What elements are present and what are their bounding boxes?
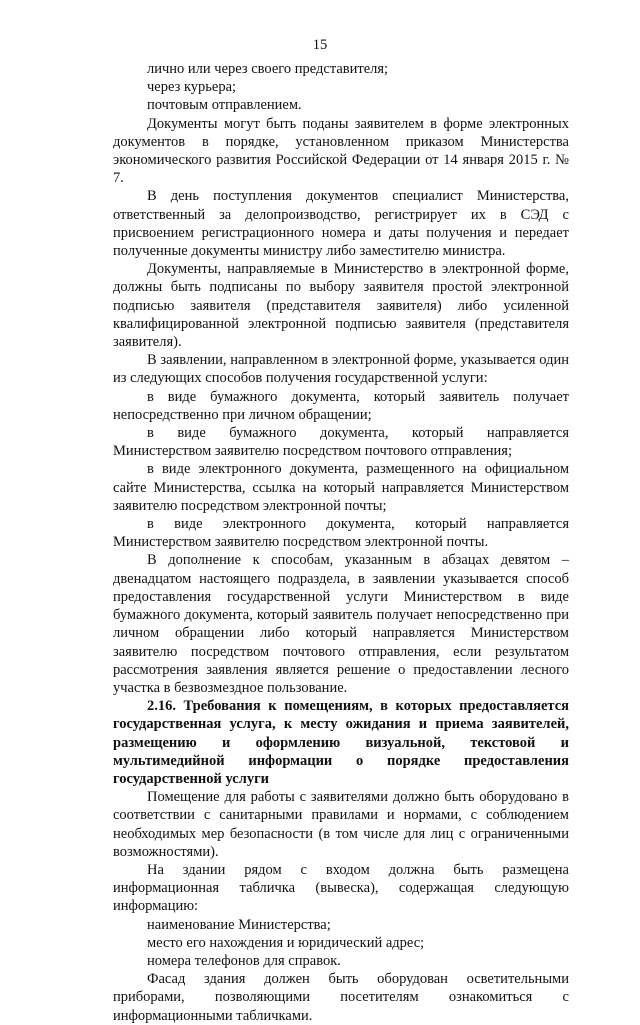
document-body — [113, 60, 569, 1025]
paragraph-1: лично или через своего представителя; — [147, 61, 389, 77]
paragraph-3: почтовым отправлением. — [147, 97, 302, 114]
paragraph-12: В дополнение к способам, указанным в абзацах девятом – двенадцатом настоящего подраздела, в заявлении указывается способ предоставления государственной услуги Министерством в виде бумажного документа, который заявитель получает непосредственно при личном обращении либо который направляется Министерством заявителю посредством почтового отправления, если результатом рассмотрения заявления является решение о предоставлении лесного участка в безвозмездное пользование. — [113, 552, 569, 696]
paragraph-16: наименование Министерства; — [147, 916, 331, 933]
paragraph-8: в виде бумажного документа, который заявитель получает непосредственно при личном обращении; — [113, 388, 569, 423]
paragraph-7: В заявлении, направленном в электронной форме, указывается один из следующих способов получения государственной услуги: — [113, 352, 569, 387]
section-heading: 2.16. Требования к помещениям, в которых предоставляется государственная услуга, к месту ожидания и приема заявителей, размещению и оформлению визуальной, текстовой и мультимедийной информации о порядке предоставления государственной услуги — [113, 698, 569, 787]
paragraph-11: в виде электронного документа, который направляется Министерством заявителю посредством электронной почты. — [113, 516, 569, 551]
paragraph-10: в виде электронного документа, размещенного на официальном сайте Министерства, ссылка на который направляется Министерством заявителю посредством электронной почты; — [113, 461, 569, 514]
paragraph-19: Фасад здания должен быть оборудован осветительными приборами, позволяющими посетителям ознакомиться с информационными табличками. — [113, 971, 569, 1024]
page-number: 15 — [312, 37, 328, 53]
paragraph-17: место его нахождения и юридический адрес; — [147, 934, 425, 951]
paragraph-5: В день поступления документов специалист Министерства, ответственный за делопроизводство, регистрирует их в СЭД с присвоением регистрационного номера и даты получения и передает полученные документы министру либо заместителю министра. — [113, 188, 569, 260]
paragraph-15: На здании рядом с входом должна быть размещена информационная табличка (вывеска), содержащая следующую информацию: — [113, 861, 569, 915]
paragraph-6: Документы, направляемые в Министерство в электронной форме, должны быть подписаны по выбору заявителя простой электронной подписью заявителя (представителя заявителя) либо усиленной квалифицированной электронной подписью заявителя (представителя заявителя). — [113, 261, 569, 351]
paragraph-18: номера телефонов для справок. — [147, 952, 341, 969]
paragraph-2: через курьера; — [147, 79, 237, 96]
paragraph-9: в виде бумажного документа, который направляется Министерством заявителю посредством почтового отправления; — [113, 425, 569, 460]
paragraph-14: Помещение для работы с заявителями должно быть оборудовано в соответствии с санитарными правилами и нормами, с соблюдением необходимых мер безопасности (в том числе для лиц с ограниченными возможностями). — [113, 789, 569, 860]
paragraph-4: Документы могут быть поданы заявителем в форме электронных документов в порядке, установленном приказом Министерства экономического развития Российской Федерации от 14 января 2015 г. № 7. — [113, 115, 569, 187]
